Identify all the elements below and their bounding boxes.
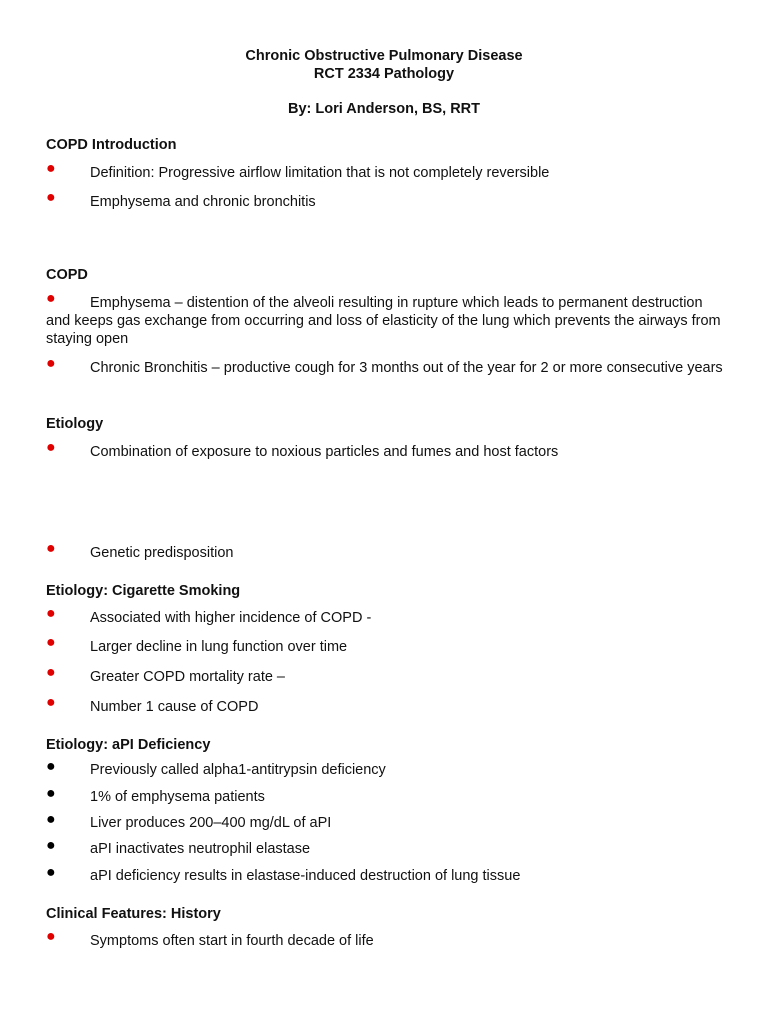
bullet-icon: ●: [46, 758, 56, 775]
bullet-icon: ●: [46, 811, 56, 828]
bullet-icon: ●: [46, 928, 56, 945]
bullet-icon: ●: [46, 355, 56, 372]
bullet-icon: ●: [46, 540, 56, 557]
bullet-icon: ●: [46, 189, 56, 206]
bullet-icon: ●: [46, 290, 56, 307]
list-item: ● Definition: Progressive airflow limitation that is not completely reversible: [46, 160, 550, 181]
document-title: Chronic Obstructive Pulmonary Disease: [245, 48, 523, 64]
bullet-icon: ●: [46, 634, 56, 651]
list-item: ● Emphysema and chronic bronchitis: [46, 189, 316, 210]
bullet-icon: ●: [46, 605, 56, 622]
bullet-icon: ●: [46, 864, 56, 881]
section-heading: Etiology: aPI Deficiency: [46, 737, 211, 753]
section-heading: COPD Introduction: [46, 137, 177, 153]
list-item: ● 1% of emphysema patients: [46, 785, 265, 805]
list-item: ● Combination of exposure to noxious particles and fumes and host factors: [46, 439, 559, 460]
course-subtitle: RCT 2334 Pathology: [313, 66, 455, 82]
list-item: ● aPI deficiency results in elastase-induced destruction of lung tissue: [46, 864, 521, 884]
section-heading: COPD: [46, 267, 88, 283]
bullet-icon: ●: [46, 439, 56, 456]
bullet-icon: ●: [46, 664, 56, 681]
list-item: ● Chronic Bronchitis – productive cough for 3 months out of the year for 2 or more consecutive years: [46, 355, 723, 376]
bullet-icon: ●: [46, 694, 56, 711]
list-item: ● aPI inactivates neutrophil elastase: [46, 837, 311, 857]
list-item: ● Associated with higher incidence of COPD -: [46, 605, 372, 626]
section-heading: Etiology: Cigarette Smoking: [46, 583, 241, 599]
list-item: ● Previously called alpha1-antitrypsin deficiency: [46, 758, 386, 778]
list-item: ● Greater COPD mortality rate –: [46, 664, 285, 685]
bullet-icon: ●: [46, 785, 56, 802]
list-item: ● Emphysema – distention of the alveoli resulting in rupture which leads to permanent destruction and keeps gas exchange from occurring and loss of elasticity of the lung which prevents the airways from staying open: [46, 290, 721, 347]
list-item: ● Symptoms often start in fourth decade of life: [46, 928, 374, 949]
list-item: ● Genetic predisposition: [46, 540, 234, 561]
section-heading: Etiology: [46, 416, 104, 432]
bullet-icon: ●: [46, 837, 56, 854]
list-item: ● Liver produces 200–400 mg/dL of aPI: [46, 811, 332, 831]
bullet-icon: ●: [46, 160, 56, 177]
author-line: By: Lori Anderson, BS, RRT: [288, 101, 480, 117]
section-heading: Clinical Features: History: [46, 906, 221, 922]
list-item: ● Larger decline in lung function over time: [46, 634, 348, 655]
list-item: ● Number 1 cause of COPD: [46, 694, 259, 715]
